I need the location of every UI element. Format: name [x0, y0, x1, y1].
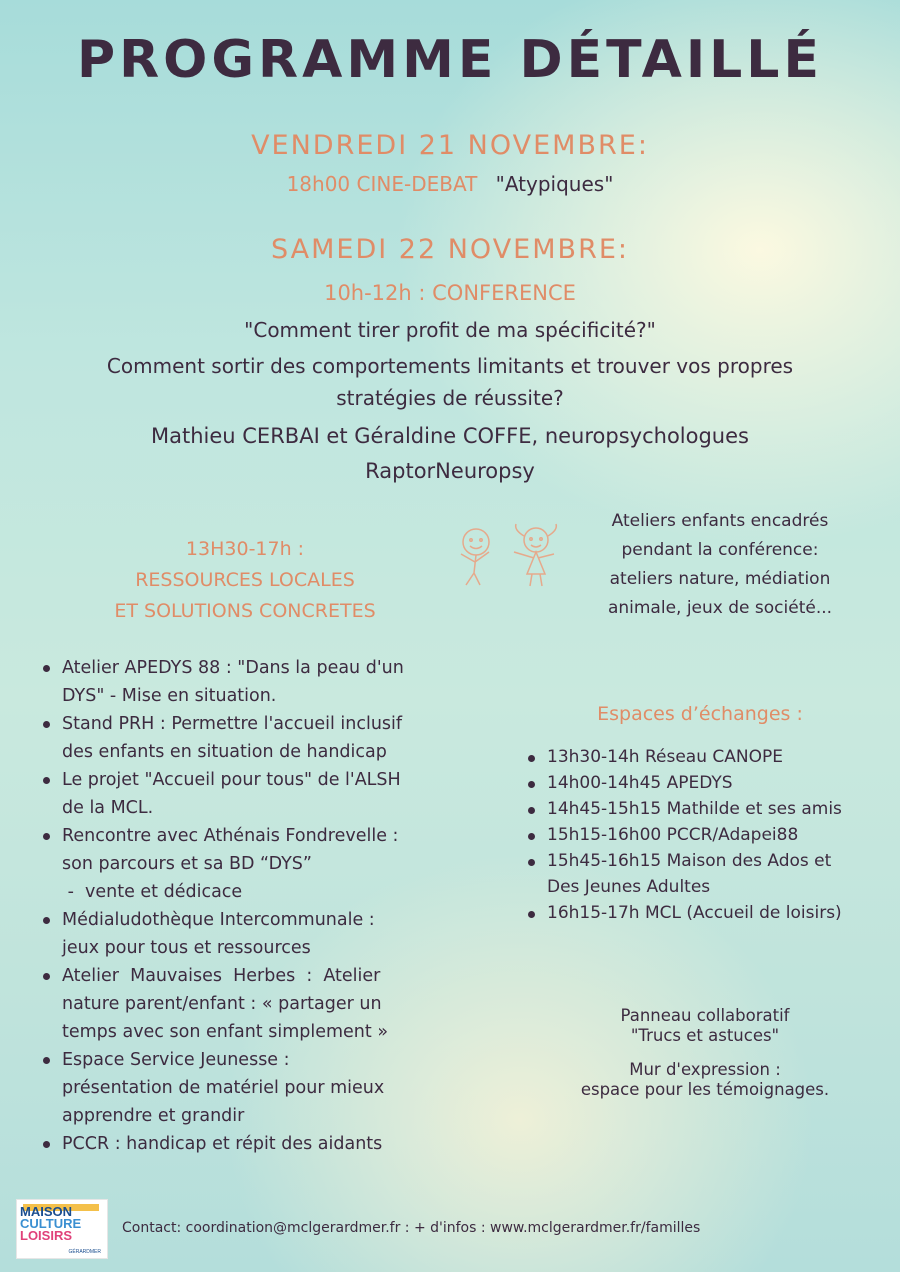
list-item: Médialudothèque Intercommunale : jeux pour tous et ressources	[40, 906, 490, 962]
panel-line: espace pour les témoignages.	[580, 1080, 830, 1099]
logo-text: MAISON CULTURE LOISIRS	[20, 1204, 82, 1243]
resources-list	[40, 654, 490, 1158]
exchanges-list	[525, 744, 895, 926]
conference-time: 10h-12h : CONFERENCE	[324, 281, 576, 305]
conference-title: "Comment tirer profit de ma spécificité?"	[244, 318, 656, 342]
list-item: Le projet "Accueil pour tous" de l'ALSH de la MCL.	[40, 766, 490, 822]
list-item: PCCR : handicap et répit des aidants	[40, 1130, 490, 1158]
mcl-logo	[16, 1199, 108, 1259]
list-item: Stand PRH : Permettre l'accueil inclusif des enfants en situation de handicap	[40, 710, 490, 766]
kids-workshops-line: Ateliers enfants encadrés	[611, 511, 829, 531]
friday-event-time: 18h00 CINE-DEBAT	[286, 172, 478, 196]
list-item: 14h45-15h15 Mathilde et ses amis	[525, 796, 895, 822]
collaborative-panel	[520, 1006, 890, 1100]
afternoon-heading-line-2: ET SOLUTIONS CONCRETES	[114, 600, 376, 622]
list-item: 16h15-17h MCL (Accueil de loisirs)	[525, 900, 895, 926]
kids-workshops-line: animale, jeux de société...	[607, 598, 833, 618]
list-item: 15h45-16h15 Maison des Ados et Des Jeunes Adultes	[525, 848, 895, 900]
conference-subtitle-line-1: Comment sortir des comportements limitants et trouver vos propres	[106, 354, 794, 378]
friday-heading: VENDREDI 21 NOVEMBRE:	[251, 130, 649, 161]
afternoon-heading-line-1: RESSOURCES LOCALES	[135, 569, 355, 591]
panel-line: "Trucs et astuces"	[630, 1026, 780, 1045]
afternoon-time: 13H30-17h :	[185, 538, 305, 560]
panel-line: Panneau collaboratif	[620, 1006, 790, 1025]
list-item: 13h30-14h Réseau CANOPE	[525, 744, 895, 770]
saturday-heading: SAMEDI 22 NOVEMBRE:	[271, 234, 629, 265]
conference-subtitle-line-2: stratégies de réussite?	[336, 386, 564, 410]
list-item: Rencontre avec Athénais Fondrevelle : son parcours et sa BD “DYS” - vente et dédicace	[40, 822, 490, 906]
list-item: Atelier APEDYS 88 : "Dans la peau d'un DYS" - Mise en situation.	[40, 654, 490, 710]
friday-event-title: "Atypiques"	[495, 172, 614, 196]
exchanges-heading: Espaces d’échanges :	[597, 703, 803, 725]
conference-organisation: RaptorNeuropsy	[365, 459, 535, 483]
list-item: 15h15-16h00 PCCR/Adapei88	[525, 822, 895, 848]
panel-line: Mur d'expression :	[629, 1060, 781, 1079]
kids-workshops-line: pendant la conférence:	[621, 540, 819, 560]
list-item: Atelier Mauvaises Herbes : Atelier nature parent/enfant : « partager un temps avec son enfant simplement »	[40, 962, 490, 1046]
logo-subtitle: GÉRARDMER	[68, 1249, 101, 1255]
footer-contact: Contact: coordination@mclgerardmer.fr : + d'infos : www.mclgerardmer.fr/familles	[122, 1220, 701, 1236]
list-item: 14h00-14h45 APEDYS	[525, 770, 895, 796]
friday-event	[0, 172, 900, 196]
kids-workshops-line: ateliers nature, médiation	[609, 569, 831, 589]
kids-workshops	[550, 507, 890, 623]
page-title: PROGRAMME DÉTAILLÉ	[77, 30, 823, 90]
conference-speakers: Mathieu CERBAI et Géraldine COFFE, neuropsychologues	[151, 424, 749, 448]
list-item: Espace Service Jeunesse : présentation de matériel pour mieux apprendre et grandir	[40, 1046, 490, 1130]
afternoon-heading	[40, 534, 450, 627]
